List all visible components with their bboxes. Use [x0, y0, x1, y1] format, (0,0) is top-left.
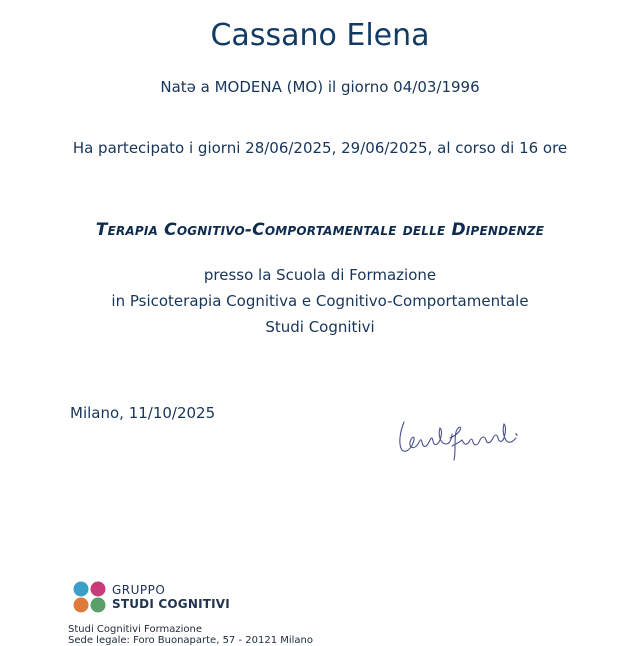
logo-line-1: GRUPPO	[112, 583, 166, 597]
course-title: Terapia Cognitivo-Comportamentale delle Dipendenze	[95, 220, 545, 240]
birth-line: Natə a MODENA (MO) il giorno 04/03/1996	[160, 78, 480, 96]
group-logo	[72, 580, 232, 616]
footer-line-2: Sede legale: Foro Buonaparte, 57 - 20121 Milano	[68, 635, 314, 646]
place-date: Milano, 11/10/2025	[70, 404, 216, 422]
school-line-1: presso la Scuola di Formazione	[203, 266, 437, 284]
school-line-2: in Psicoterapia Cognitiva e Cognitivo-Comportamentale	[111, 292, 529, 310]
recipient-name: Cassano Elena	[210, 18, 430, 53]
attendance-text: Ha partecipato i giorni 28/06/2025, 29/06/2025, al corso di 16 ore	[72, 139, 568, 157]
school-line-3: Studi Cognitivi	[265, 318, 375, 336]
footer-line-1: Studi Cognitivi Formazione	[68, 624, 203, 635]
logo-circles-icon	[72, 580, 108, 616]
signature	[390, 408, 530, 464]
logo-line-2: STUDI COGNITIVI	[112, 597, 230, 611]
school-block	[0, 262, 640, 340]
